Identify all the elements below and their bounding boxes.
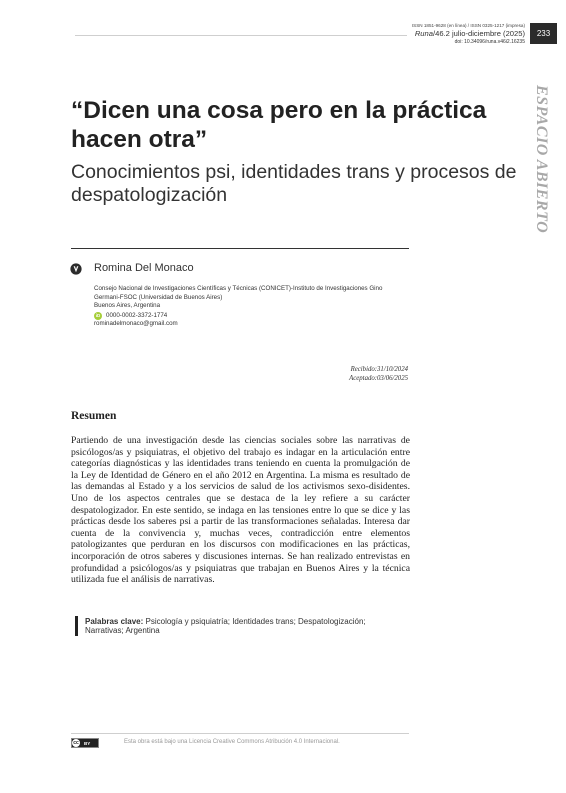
cc-license-badge[interactable] — [71, 738, 99, 748]
received-date: Recibido:31/10/2024 — [350, 366, 408, 373]
keywords-values: Psicología y psiquiatría; Identidades trans; Despatologización; Narrativas; Argentina — [85, 617, 366, 636]
abstract-text: Partiendo de una investigación desde las ciencias sociales sobre las narrativas de psicólogos/as y psiquiatras, el objetivo del trabajo es indagar en la articulación entre categorías diagnósticas y las identidades trans teniendo en cuenta la promulgación de la Ley de Identidad de Género en el año 2012 en Argentina. La misma es resultado de las demandas al Estado y a los servicios de salud de los activismos sexo-disidentes. Uno de los aspectos centrales que se destaca de la ley refiere a su carácter despatologizador. En este sentido, se indaga en las tensiones entre lo que se dice y las prácticas desde los saberes psi a partir de las transformaciones señaladas. Interesa dar cuenta de la convivencia y, muchas veces, contradicción entre elementos patologizantes que perduran en los discursos con modificaciones en las prácticas, incorporación de otros saberes y discusiones internas. Se han realizado entrevistas en profundidad a psicólogos/as y psiquiatras que trabajan en Buenos Aires y la técnica utilizada fue el análisis de narrativas. — [71, 435, 410, 586]
author-affiliation — [94, 285, 414, 329]
author-marker-icon — [70, 262, 82, 274]
accepted-date: Aceptado:03/06/2025 — [349, 374, 408, 382]
issue-info: /46.2 julio-diciembre (2025) — [432, 29, 525, 38]
abstract-heading: Resumen — [71, 410, 117, 422]
by-label: BY — [84, 740, 91, 746]
issn-line: ISSN 1851-9628 (en línea) / ISSN 0325-1217 (impresa) — [411, 23, 525, 28]
header-divider — [75, 35, 407, 36]
keywords — [85, 617, 405, 636]
cc-icon: cc — [73, 740, 79, 746]
license-text[interactable]: Esta obra está bajo una Licencia Creative Commons Atribución 4.0 Internacional. — [124, 739, 340, 745]
affiliation-line-2: Germani-FSOC (Universidad de Buenos Aires) — [94, 293, 223, 301]
author-email[interactable]: rominadelmonaco@gmail.com — [94, 320, 178, 328]
journal-name: Runa — [414, 29, 433, 38]
section-label: ESPACIO ABIERTO — [533, 85, 550, 234]
orcid-row[interactable] — [94, 312, 414, 321]
doi-line[interactable]: doi: 10.34096/runa.v46i2.16235 — [454, 39, 525, 45]
submission-dates — [349, 366, 408, 383]
title-divider — [71, 248, 409, 249]
orcid-icon: iD — [94, 312, 102, 320]
footer-divider — [71, 733, 409, 734]
author-name: Romina Del Monaco — [94, 262, 194, 274]
orcid-id[interactable]: 0000-0002-3372-1774 — [106, 311, 168, 319]
author-location: Buenos Aires, Argentina — [94, 302, 161, 310]
keywords-marker — [75, 616, 78, 636]
affiliation-line-1: Consejo Nacional de Investigaciones Científicas y Técnicas (CONICET)-Instituto de Investigaciones Gino — [94, 285, 383, 292]
page-number: 233 — [530, 23, 557, 44]
article-subtitle: Conocimientos psi, identidades trans y procesos de despatologización — [71, 161, 517, 206]
article-title: “Dicen una cosa pero en la práctica hacen otra” — [71, 97, 487, 153]
journal-issue-line — [415, 29, 525, 38]
keywords-label: Palabras clave: — [85, 617, 144, 626]
